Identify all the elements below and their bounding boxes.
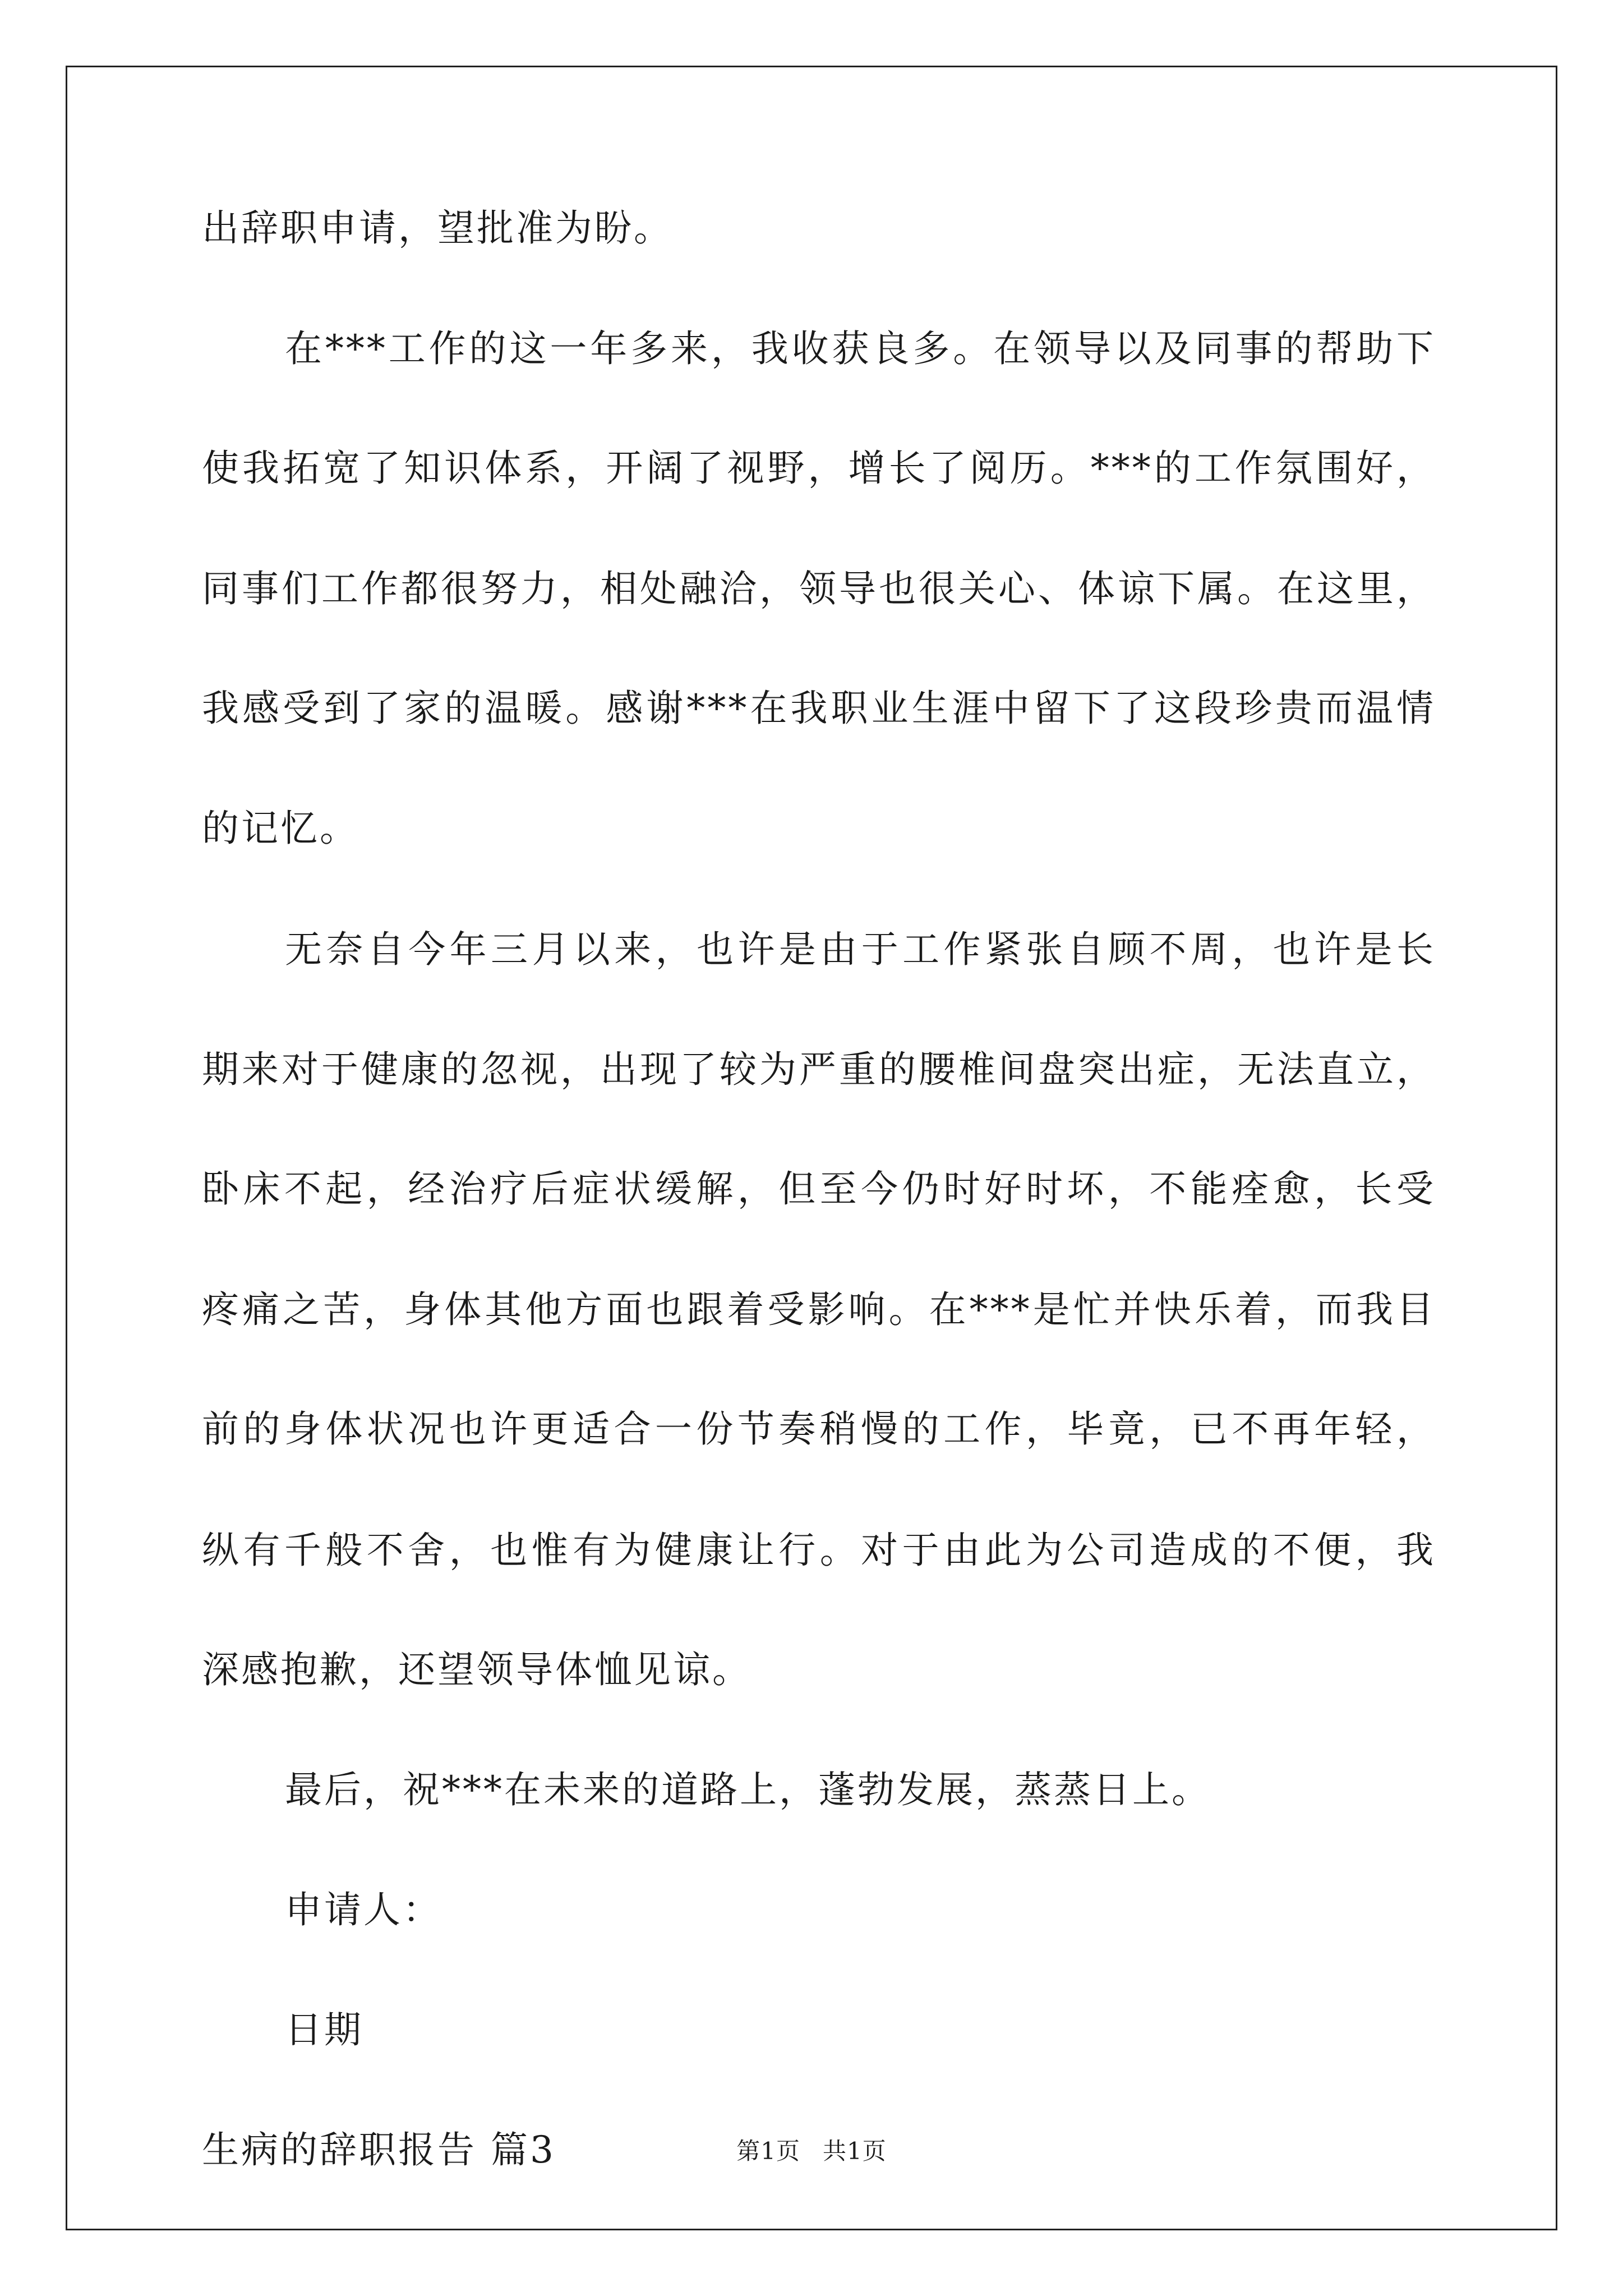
page-total: 共1页 [823,2137,887,2165]
text-line: 最后，祝***在未来的道路上，蓬勃发展，蒸蒸日上。 [285,1768,1211,1811]
text-line: 在***工作的这一年多来，我收获良多。在领导以及同事的帮助下 [285,327,1436,370]
text-line: 深感抱歉，还望领导体恤见谅。 [202,1648,751,1691]
section-heading: 生病的辞职报告 篇3 [202,2128,556,2171]
text-line: 同事们工作都很努力，相处融洽，领导也很关心、体谅下属。在这里， [202,567,1436,610]
text-line: 使我拓宽了知识体系，开阔了视野，增长了阅历。***的工作氛围好， [202,447,1436,490]
signature-label: 申请人： [285,1888,442,1931]
text-line: 疼痛之苦，身体其他方面也跟着受影响。在***是忙并快乐着，而我目 [202,1288,1436,1331]
text-line: 无奈自今年三月以来，也许是由于工作紧张自顾不周，也许是长 [285,928,1436,971]
page-footer [0,2134,1623,2168]
text-line: 期来对于健康的忽视，出现了较为严重的腰椎间盘突出症，无法直立， [202,1048,1436,1091]
page-number: 第1页 [736,2137,800,2165]
text-line: 前的身体状况也许更适合一份节奏稍慢的工作，毕竟，已不再年轻， [202,1407,1436,1451]
text-line: 卧床不起，经治疗后症状缓解，但至今仍时好时坏，不能痊愈，长受 [202,1167,1436,1211]
text-line: 的记忆。 [202,807,359,850]
text-line: 纵有千般不舍，也惟有为健康让行。对于由此为公司造成的不便，我 [202,1529,1436,1572]
text-line: 出辞职申请，望批准为盼。 [202,206,673,250]
text-line: 我感受到了家的温暖。感谢***在我职业生涯中留下了这段珍贵而温情 [202,687,1436,730]
date-label: 日期 [285,2008,363,2051]
